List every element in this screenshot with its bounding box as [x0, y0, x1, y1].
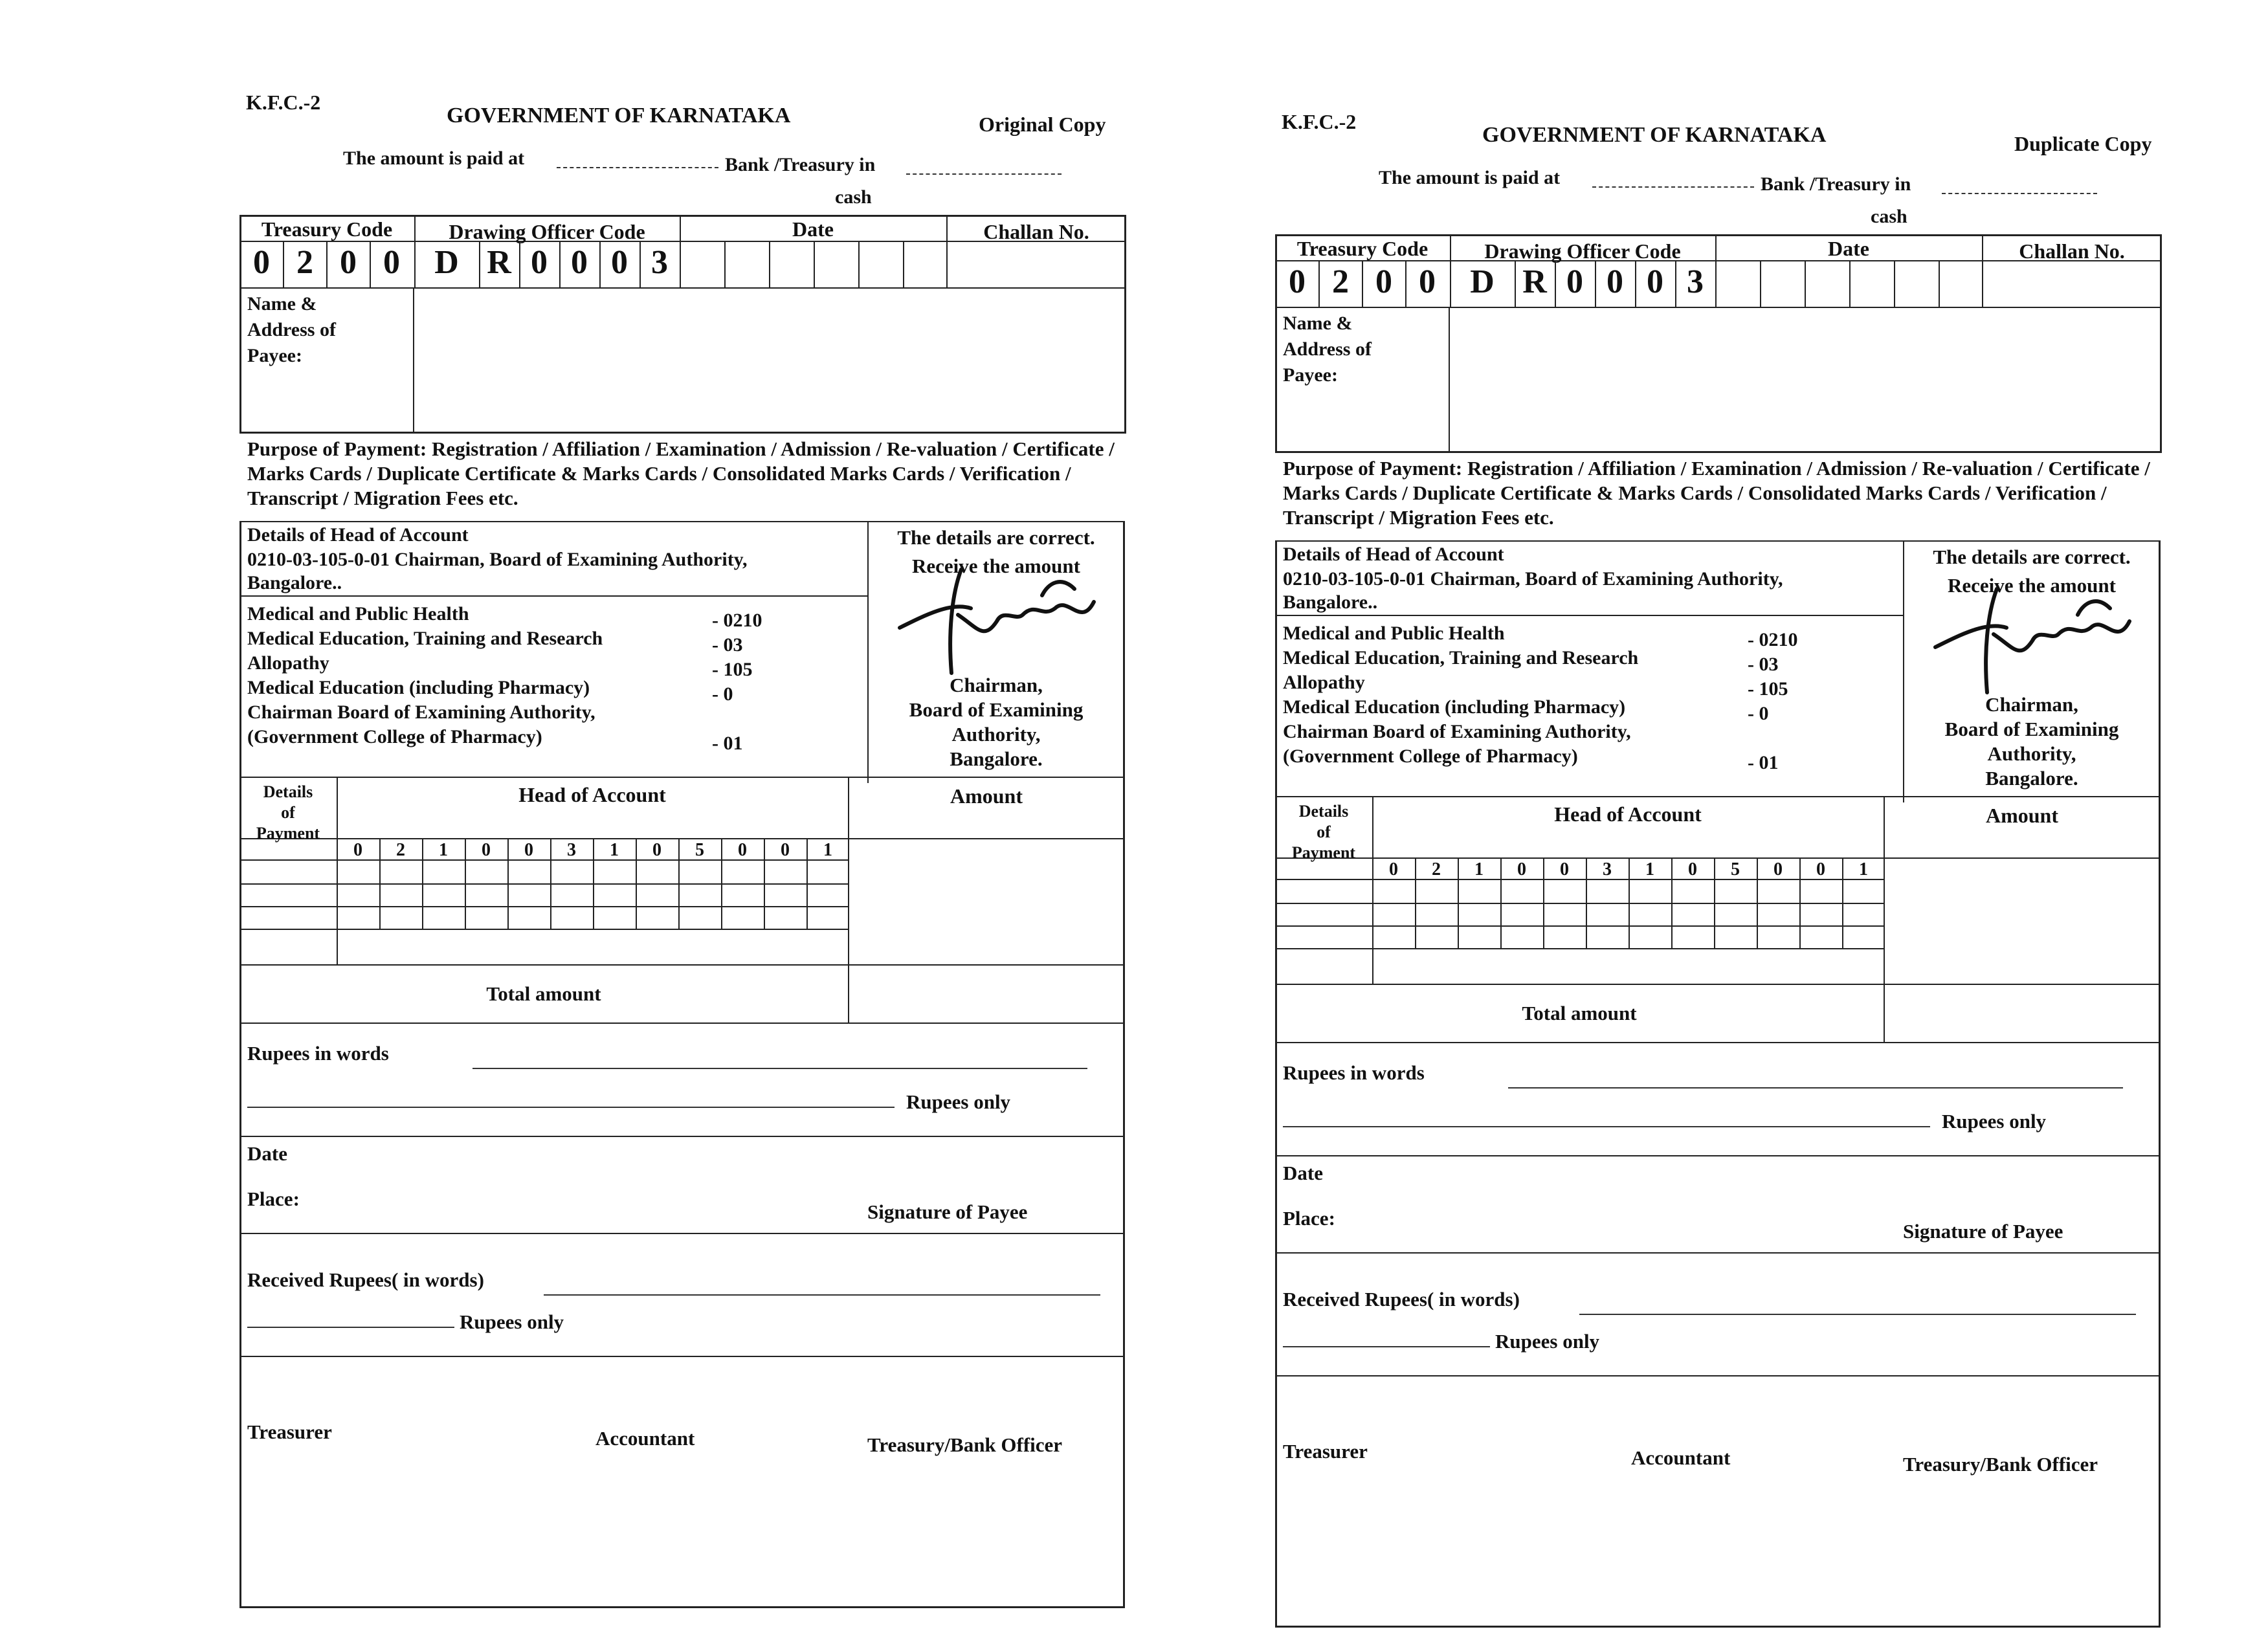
treasury-code-digit: 0	[253, 244, 270, 281]
accountant-label: Accountant	[595, 1427, 695, 1450]
purpose-of-payment: Purpose of Payment: Registration / Affiliation / Examination / Admission / Re-valuation / Certificate / Marks Cards / Duplicate Certificate & Marks Cards / Consolidated Marks Cards / Verification / Transcript / Migration Fees etc.	[247, 437, 1115, 509]
rule-line	[1362, 260, 1363, 307]
head-account-digit: 1	[610, 840, 619, 860]
head-account-digit: 1	[823, 840, 832, 860]
rupees-in-words-line	[1508, 1087, 2123, 1089]
paid-at-blank	[557, 167, 718, 168]
drawing-officer-char: D	[1470, 263, 1495, 300]
correct-note-line: The details are correct.	[1933, 546, 2131, 568]
rule-line	[1275, 307, 2162, 308]
rule-line	[678, 838, 680, 929]
head-account-digit: 0	[1688, 859, 1697, 879]
head-account-digit: 3	[1603, 859, 1612, 879]
rule-line	[379, 838, 381, 929]
rule-line	[903, 241, 904, 287]
paid-at-suffix: cash	[835, 186, 872, 208]
account-item-name: Medical Education (including Pharmacy)	[247, 677, 590, 698]
account-city: Bangalore..	[1283, 591, 1378, 613]
details-of-payment-line: of	[1317, 823, 1331, 841]
rule-line	[1275, 984, 2161, 985]
head-account-digit: 0	[524, 840, 533, 860]
head-account-digit: 0	[482, 840, 491, 860]
rule-line	[1275, 540, 2161, 542]
paid-at-middle: Bank /Treasury in	[725, 154, 876, 175]
rule-line	[239, 906, 848, 907]
rule-line	[1275, 903, 1884, 904]
chairman-signature	[1922, 576, 2142, 705]
rule-line	[1275, 796, 2161, 797]
received-rupees-label: Received Rupees( in words)	[247, 1268, 484, 1291]
rule-line	[1405, 260, 1406, 307]
rule-line	[1805, 260, 1806, 307]
treasury-code-digit: 2	[1332, 263, 1349, 300]
chairman-block-line: Chairman,	[950, 674, 1043, 696]
correct-note-line: Receive the amount	[912, 555, 1080, 577]
account-code-line: 0210-03-105-0-01 Chairman, Board of Examining Authority,	[1283, 568, 1783, 590]
rule-line	[858, 241, 860, 287]
head-account-digit: 1	[1645, 859, 1654, 879]
received-rupees-label: Received Rupees( in words)	[1283, 1288, 1520, 1310]
date-header: Date	[792, 217, 834, 241]
rule-line	[1275, 857, 2161, 859]
rupees-second-line	[1283, 1126, 1930, 1127]
head-account-digit: 0	[738, 840, 747, 860]
received-rupees-only: Rupees only	[1495, 1330, 1600, 1353]
head-account-digit: 5	[1731, 859, 1740, 879]
head-account-digit: 1	[1474, 859, 1484, 879]
rule-line	[1275, 1375, 2161, 1376]
chairman-block-line: Bangalore.	[950, 747, 1043, 770]
details-of-payment-line: Payment	[256, 824, 320, 843]
rule-line	[1500, 857, 1502, 948]
chairman-block-line: Board of Examining	[1944, 718, 2119, 740]
account-item-name: Chairman Board of Examining Authority,	[247, 702, 595, 723]
rule-line	[814, 241, 815, 287]
rule-line	[1714, 857, 1715, 948]
amount-header: Amount	[950, 784, 1023, 808]
paid-at-suffix: cash	[1871, 206, 1907, 227]
head-account-digit: 1	[1859, 859, 1868, 879]
account-item-value: - 0210	[1748, 629, 1798, 650]
date-label: Date	[247, 1142, 287, 1165]
head-account-digit: 0	[1773, 859, 1783, 879]
rule-line	[806, 838, 808, 929]
drawing-officer-char: 0	[531, 244, 548, 281]
drawing-officer-char: 0	[1647, 263, 1663, 300]
form-number: K.F.C.-2	[1282, 110, 1357, 133]
rupees-only-label: Rupees only	[906, 1090, 1011, 1113]
received-rupees-line	[1579, 1314, 2136, 1315]
rupees-second-line	[247, 1107, 895, 1108]
rule-line	[764, 838, 765, 929]
head-account-digit: 0	[1560, 859, 1569, 879]
rule-line	[239, 595, 867, 597]
account-item-name: Medical Education, Training and Research	[1283, 647, 1639, 669]
received-rupees-only: Rupees only	[460, 1310, 564, 1333]
rule-line	[1449, 307, 1450, 453]
correct-note-line: The details are correct.	[897, 526, 1095, 549]
details-of-payment-line: of	[281, 803, 295, 822]
drawing-officer-char: 3	[1687, 263, 1704, 300]
treasury-blank	[1942, 193, 2097, 194]
head-account-digit: 0	[1389, 859, 1398, 879]
paid-at-blank	[1592, 186, 1754, 188]
account-item-name: (Government College of Pharmacy)	[1283, 746, 1578, 767]
account-item-value: - 03	[1748, 654, 1779, 675]
head-account-digit: 0	[1816, 859, 1825, 879]
drawing-officer-char: 3	[651, 244, 668, 281]
duplicate-copy-challan	[1256, 110, 2152, 1476]
account-item-value: - 105	[712, 659, 753, 680]
date-header: Date	[1828, 237, 1869, 260]
bank-officer-label: Treasury/Bank Officer	[1903, 1453, 2098, 1476]
rule-line	[239, 1356, 1125, 1357]
drawing-officer-char: 0	[571, 244, 588, 281]
copy-label: Original Copy	[979, 113, 1106, 136]
rule-line	[1799, 857, 1801, 948]
rule-line	[1884, 796, 1885, 1042]
rule-line	[1629, 857, 1630, 948]
account-item-value: - 03	[712, 634, 743, 656]
drawing-officer-char: 0	[1606, 263, 1623, 300]
chairman-block-line: Board of Examining	[909, 698, 1084, 721]
account-item-name: Medical Education (including Pharmacy)	[1283, 696, 1626, 718]
accountant-label: Accountant	[1631, 1446, 1731, 1469]
rule-line	[1671, 857, 1673, 948]
account-item-value: - 0	[1748, 703, 1769, 724]
rule-line	[1586, 857, 1587, 948]
account-item-name: Allopathy	[1283, 672, 1365, 693]
rupees-in-words-line	[472, 1068, 1087, 1069]
drawing-officer-char: 0	[1566, 263, 1583, 300]
treasury-blank	[906, 173, 1062, 175]
rupees-only-label: Rupees only	[1942, 1110, 2047, 1133]
rule-line	[848, 777, 849, 1022]
total-amount-label: Total amount	[1522, 1002, 1637, 1024]
rule-line	[1275, 948, 1884, 949]
account-item-name: Medical Education, Training and Research	[247, 628, 603, 649]
paid-at-middle: Bank /Treasury in	[1761, 173, 1911, 195]
payee-label-line: Name &	[247, 293, 317, 315]
account-city: Bangalore..	[247, 572, 342, 593]
treasury-code-digit: 0	[1375, 263, 1392, 300]
account-item-name: Medical and Public Health	[247, 603, 469, 625]
rule-line	[337, 838, 338, 929]
chairman-block-line: Authority,	[951, 723, 1041, 746]
rule-line	[239, 929, 848, 930]
form-number: K.F.C.-2	[246, 91, 321, 114]
rule-line	[326, 241, 328, 287]
rule-line	[1275, 925, 1884, 927]
account-item-name: Allopathy	[247, 652, 329, 674]
rule-line	[370, 241, 371, 287]
rule-line	[1275, 615, 1903, 616]
treasury-code-digit: 0	[340, 244, 357, 281]
payee-label-line: Address of	[1283, 338, 1372, 360]
rule-line	[636, 838, 637, 929]
rule-line	[239, 838, 1125, 839]
bank-officer-label: Treasury/Bank Officer	[867, 1433, 1063, 1456]
government-title: GOVERNMENT OF KARNATAKA	[447, 104, 791, 127]
treasury-code-header: Treasury Code	[1296, 237, 1429, 260]
challan-number-header: Challan No.	[2019, 239, 2125, 263]
payee-label-line: Name &	[1283, 313, 1353, 334]
rule-line	[1939, 260, 1940, 307]
rule-line	[1458, 857, 1459, 948]
rule-line	[283, 241, 284, 287]
account-item-name: Medical and Public Health	[1283, 623, 1505, 644]
rupees-in-words-label: Rupees in words	[247, 1042, 389, 1065]
challan-number-header: Challan No.	[983, 220, 1089, 243]
rule-line	[1849, 260, 1851, 307]
rule-line	[239, 287, 1126, 289]
rule-line	[1275, 1252, 2161, 1254]
details-of-payment-line: Details	[263, 782, 313, 801]
account-item-value: - 01	[712, 733, 743, 754]
rule-line	[1415, 857, 1416, 948]
head-account-digit: 2	[1432, 859, 1441, 879]
signature-of-payee: Signature of Payee	[867, 1200, 1028, 1223]
paid-at-prefix: The amount is paid at	[343, 148, 525, 169]
account-item-value: - 0210	[712, 610, 762, 631]
copy-label: Duplicate Copy	[2014, 132, 2152, 155]
treasury-code-header: Treasury Code	[261, 217, 393, 241]
total-amount-label: Total amount	[486, 982, 601, 1005]
head-of-account-label: Head of Account	[1554, 802, 1702, 826]
rule-line	[239, 1233, 1125, 1234]
treasury-code-digit: 0	[1419, 263, 1436, 300]
rule-line	[1275, 1042, 2161, 1043]
account-item-value: - 0	[712, 683, 733, 705]
rule-line	[239, 777, 1125, 778]
rule-line	[724, 241, 726, 287]
treasurer-label: Treasurer	[1283, 1440, 1368, 1463]
signature-of-payee: Signature of Payee	[1903, 1220, 2063, 1243]
details-head-title: Details of Head of Account	[247, 524, 469, 546]
correct-note-line: Receive the amount	[1948, 574, 2116, 597]
account-item-value: - 105	[1748, 678, 1788, 700]
rule-line	[769, 241, 770, 287]
rupees-in-words-label: Rupees in words	[1283, 1061, 1425, 1084]
details-head-title: Details of Head of Account	[1283, 544, 1504, 565]
payee-label-line: Address of	[247, 319, 336, 340]
amount-header: Amount	[1985, 804, 2058, 827]
rule-line	[239, 521, 1125, 522]
rule-line	[413, 287, 414, 434]
received-second-line	[247, 1327, 454, 1328]
rule-line	[239, 1022, 1125, 1024]
drawing-officer-char: 0	[611, 244, 628, 281]
account-item-name: (Government College of Pharmacy)	[247, 726, 542, 747]
account-item-value: - 01	[1748, 752, 1779, 773]
paid-at-prefix: The amount is paid at	[1379, 167, 1561, 188]
head-of-account-label: Head of Account	[518, 783, 666, 806]
head-account-digit: 3	[567, 840, 576, 860]
government-title: GOVERNMENT OF KARNATAKA	[1482, 123, 1827, 147]
head-account-digit: 0	[353, 840, 362, 860]
rule-line	[1543, 857, 1544, 948]
rule-line	[1372, 857, 1373, 948]
rule-line	[550, 838, 551, 929]
original-copy-challan	[220, 91, 1115, 1456]
rule-line	[593, 838, 594, 929]
date-label: Date	[1283, 1162, 1323, 1184]
chairman-block-line: Bangalore.	[1985, 767, 2078, 790]
chairman-block-line: Chairman,	[1985, 693, 2078, 716]
treasurer-label: Treasurer	[247, 1420, 332, 1443]
drawing-officer-char: R	[1522, 263, 1547, 300]
rule-line	[465, 838, 466, 929]
received-rupees-line	[544, 1294, 1100, 1296]
details-of-payment-line: Details	[1298, 802, 1349, 821]
payee-label-line: Payee:	[1283, 364, 1338, 386]
rule-line	[239, 883, 848, 885]
rule-line	[1757, 857, 1758, 948]
rule-line	[239, 1136, 1125, 1137]
drawing-officer-header: Drawing Officer Code	[449, 220, 645, 243]
purpose-of-payment: Purpose of Payment: Registration / Affiliation / Examination / Admission / Re-valuation / Certificate / Marks Cards / Duplicate Certificate & Marks Cards / Consolidated Marks Cards / Verification / Transcript / Migration Fees etc.	[1283, 457, 2150, 529]
rule-line	[721, 838, 722, 929]
rule-line	[1842, 857, 1843, 948]
head-account-digit: 5	[695, 840, 704, 860]
rule-line	[507, 838, 509, 929]
head-account-digit: 2	[396, 840, 405, 860]
treasury-code-digit: 0	[1289, 263, 1306, 300]
account-item-name: Chairman Board of Examining Authority,	[1283, 721, 1631, 742]
rule-line	[1760, 260, 1761, 307]
head-account-digit: 0	[1517, 859, 1526, 879]
rule-line	[1275, 1155, 2161, 1156]
place-label: Place:	[1283, 1207, 1335, 1230]
drawing-officer-char: R	[487, 244, 511, 281]
rule-line	[422, 838, 423, 929]
rule-line	[239, 964, 1125, 966]
drawing-officer-header: Drawing Officer Code	[1484, 239, 1681, 263]
head-account-digit: 0	[652, 840, 662, 860]
chairman-signature	[887, 557, 1107, 686]
drawing-officer-char: D	[434, 244, 459, 281]
treasury-code-digit: 2	[296, 244, 313, 281]
place-label: Place:	[247, 1188, 300, 1210]
treasury-code-digit: 0	[383, 244, 400, 281]
payee-label-line: Payee:	[247, 345, 302, 366]
rule-line	[1894, 260, 1895, 307]
account-code-line: 0210-03-105-0-01 Chairman, Board of Examining Authority,	[247, 549, 748, 570]
details-of-payment-line: Payment	[1291, 843, 1356, 862]
received-second-line	[1283, 1346, 1490, 1347]
chairman-block-line: Authority,	[1987, 742, 2076, 765]
head-account-digit: 1	[439, 840, 448, 860]
rule-line	[1318, 260, 1320, 307]
head-account-digit: 0	[781, 840, 790, 860]
